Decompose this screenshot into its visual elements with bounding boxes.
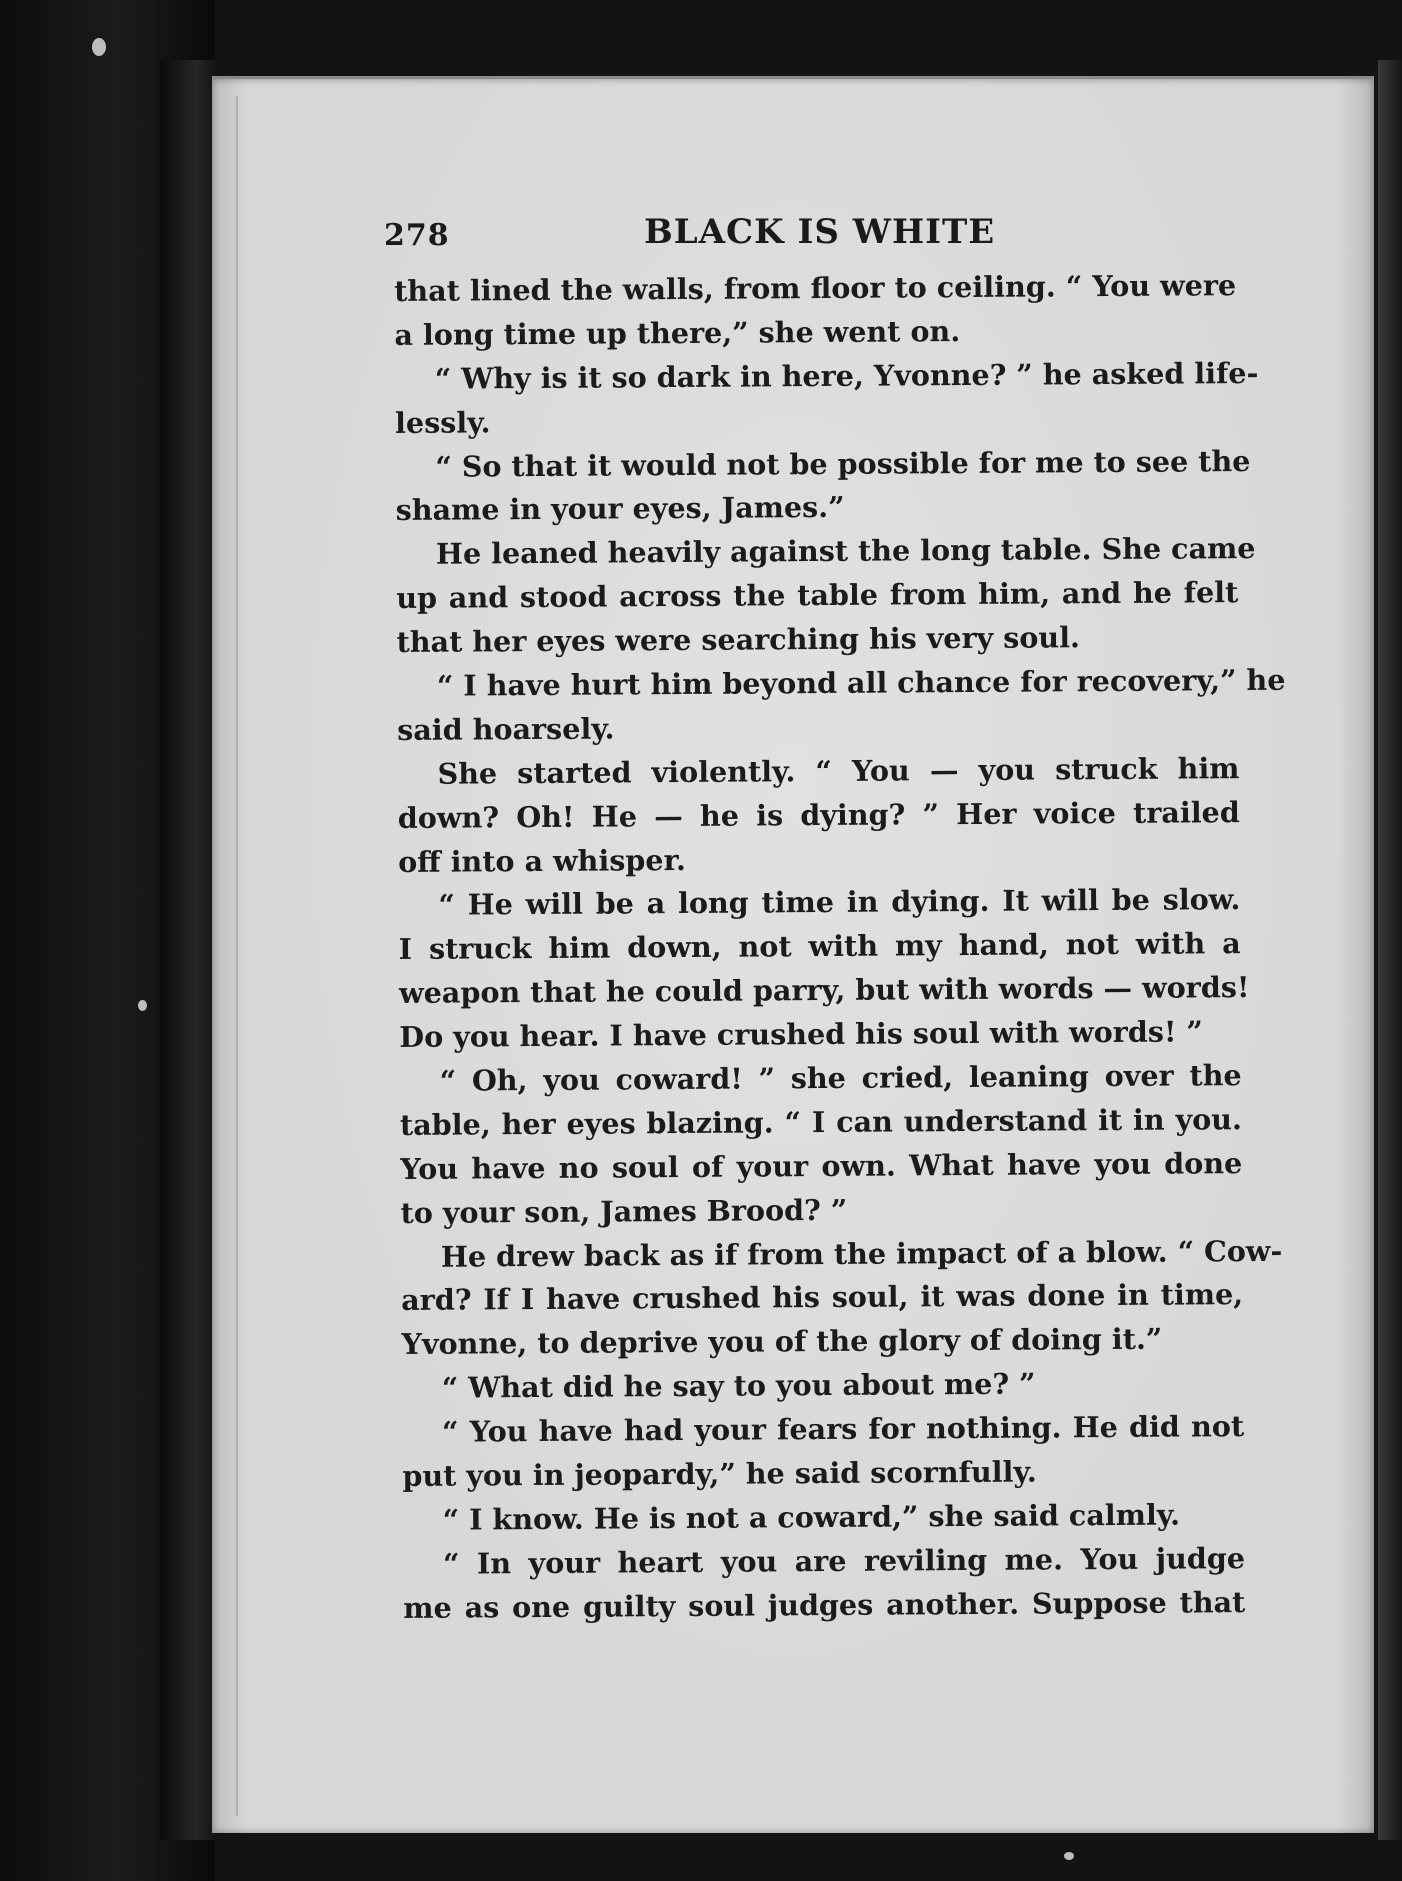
book-spine-shadow <box>160 60 220 1840</box>
text-line: “ I have hurt him beyond all chance for recovery,” he <box>436 662 1286 703</box>
text-line: that lined the walls, from floor to ceiling. “ You were <box>394 268 1237 308</box>
text-line: He drew back as if from the impact of a blow. “ Cow- <box>440 1233 1283 1274</box>
text-line: shame in your eyes, James.” <box>395 490 845 528</box>
text-line: to your son, James Brood? ” <box>400 1192 848 1230</box>
text-line: She started violently. “ You — you struck him <box>437 750 1240 791</box>
facing-page-edge <box>1378 60 1402 1840</box>
text-line: table, her eyes blazing. “ I can understand it in you. <box>399 1102 1243 1142</box>
dust-speck <box>92 38 106 56</box>
dust-speck <box>138 1000 147 1011</box>
text-line: “ Why is it so dark in here, Yvonne? ” he asked life- <box>434 355 1259 396</box>
text-line: “ He will be a long time in dying. It will be slow. <box>438 882 1241 923</box>
text-line: said hoarsely. <box>397 711 615 747</box>
text-line: He leaned heavily against the long table. She came <box>435 531 1256 572</box>
running-title: BLACK IS WHITE <box>644 212 996 252</box>
text-line: lessly. <box>394 405 491 440</box>
body-text <box>394 264 1286 1630</box>
text-line: weapon that he could parry, but with words — words! <box>398 970 1250 1011</box>
page-fold-line <box>236 96 238 1816</box>
text-line: a long time up there,” she went on. <box>394 313 961 352</box>
text-line: up and stood across the table from him, and he felt <box>396 575 1239 616</box>
text-line: “ I know. He is not a coward,” she said calmly. <box>442 1497 1181 1537</box>
text-line: ard? If I have crushed his soul, it was done in time, <box>401 1277 1244 1318</box>
text-line: “ You have had your fears for nothing. He did not <box>441 1409 1245 1449</box>
dust-speck <box>1064 1852 1074 1860</box>
text-line: “ Oh, you coward! ” she cried, leaning over the <box>439 1058 1242 1098</box>
text-line: off into a whisper. <box>398 842 687 879</box>
page-number: 278 <box>384 218 450 253</box>
text-line: put you in jeopardy,” he said scornfully. <box>402 1454 1037 1494</box>
page-header <box>384 208 1224 258</box>
text-line: “ What did he say to you about me? ” <box>441 1366 1036 1405</box>
text-line: that her eyes were searching his very soul. <box>396 620 1081 660</box>
text-line: Do you hear. I have crushed his soul with words! ” <box>399 1014 1203 1055</box>
text-line: “ In your heart you are reviling me. You judge <box>442 1540 1246 1581</box>
text-line: Yvonne, to deprive you of the glory of doing it.” <box>401 1322 1163 1362</box>
text-line: I struck him down, not with my hand, not with a <box>398 926 1241 967</box>
text-line: me as one guilty soul judges another. Suppose that <box>403 1584 1246 1625</box>
text-line: down? Oh! He — he is dying? ” Her voice trailed <box>397 794 1240 835</box>
text-line: “ So that it would not be possible for me to see the <box>435 443 1251 484</box>
text-line: You have no soul of your own. What have you done <box>400 1145 1243 1186</box>
